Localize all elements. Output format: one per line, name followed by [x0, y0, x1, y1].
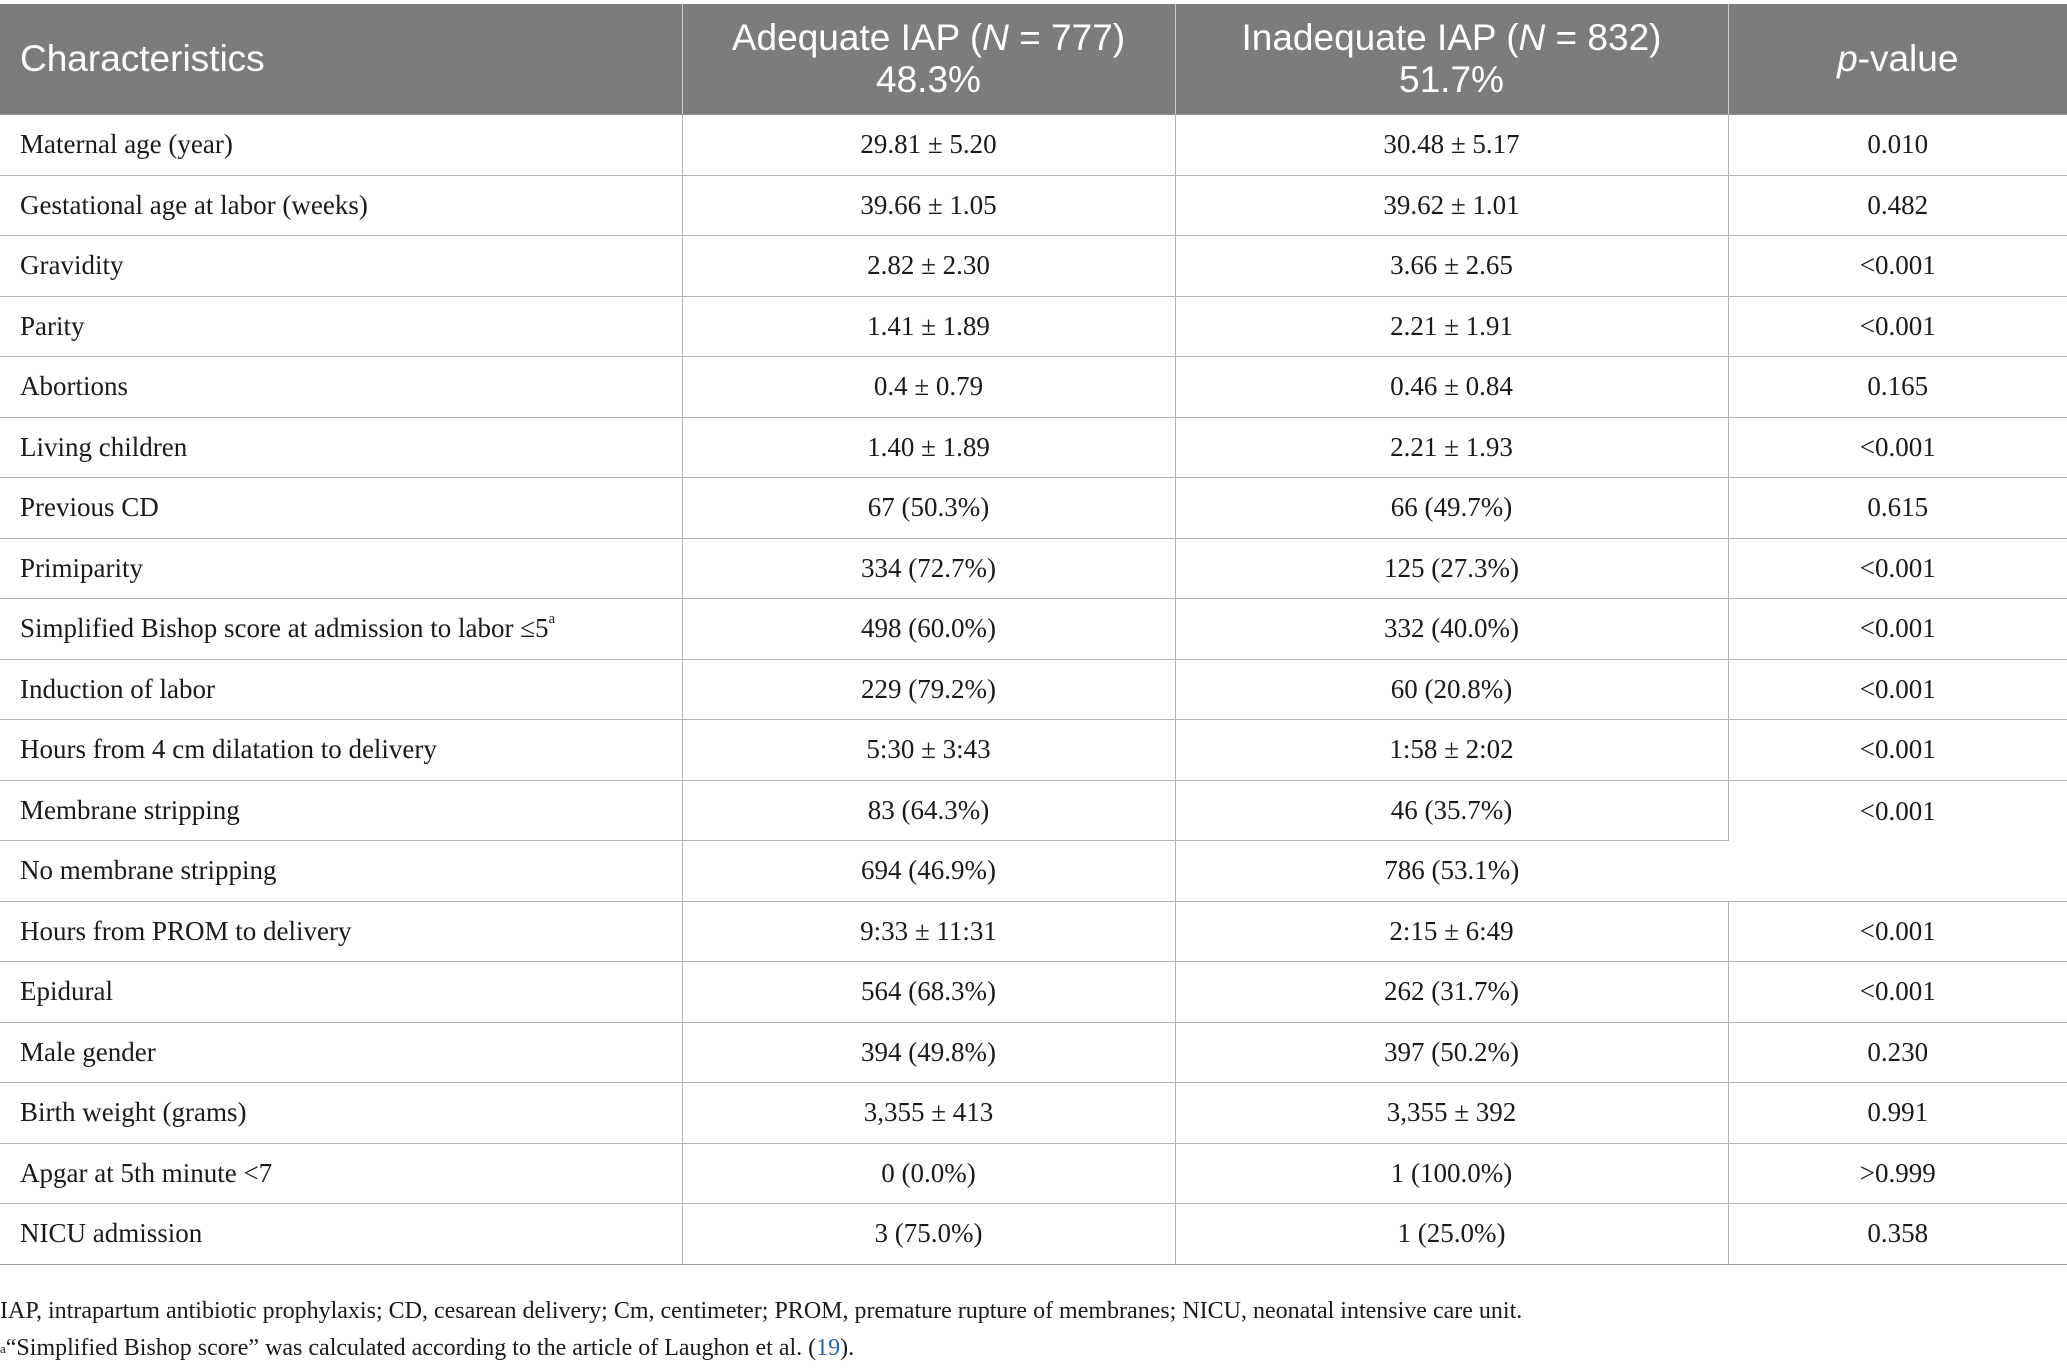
table-header [0, 4, 2067, 115]
inadequate-value: 3,355 ± 392 [1175, 1083, 1728, 1144]
header-characteristics: Characteristics [0, 4, 682, 115]
row-label: Apgar at 5th minute <7 [0, 1143, 682, 1204]
adequate-value: 39.66 ± 1.05 [682, 175, 1175, 236]
row-label: NICU admission [0, 1204, 682, 1265]
table-row [0, 1143, 2067, 1204]
p-value: >0.999 [1728, 1143, 2067, 1204]
table-row [0, 1083, 2067, 1144]
table-row [0, 962, 2067, 1023]
p-value: 0.482 [1728, 175, 2067, 236]
row-label: Hours from PROM to delivery [0, 901, 682, 962]
row-label: Previous CD [0, 478, 682, 539]
table-row [0, 478, 2067, 539]
p-value: 0.358 [1728, 1204, 2067, 1265]
adequate-value: 0.4 ± 0.79 [682, 357, 1175, 418]
table-row [0, 720, 2067, 781]
header-inadequate-n-var: N [1518, 17, 1546, 58]
row-label: Birth weight (grams) [0, 1083, 682, 1144]
inadequate-value: 1 (25.0%) [1175, 1204, 1728, 1265]
p-value: <0.001 [1728, 236, 2067, 297]
p-value: <0.001 [1728, 538, 2067, 599]
header-adequate-iap [682, 4, 1175, 115]
table-row [0, 357, 2067, 418]
row-label: Membrane stripping [0, 780, 682, 841]
row-label: No membrane stripping [0, 841, 682, 902]
table-footnotes [0, 1293, 2067, 1367]
table-row [0, 236, 2067, 297]
adequate-value: 3 (75.0%) [682, 1204, 1175, 1265]
inadequate-value: 262 (31.7%) [1175, 962, 1728, 1023]
adequate-value: 1.41 ± 1.89 [682, 296, 1175, 357]
header-adequate-n-var: N [982, 17, 1009, 58]
header-inadequate-pct: 51.7% [1399, 59, 1504, 100]
row-label: Living children [0, 417, 682, 478]
inadequate-value: 46 (35.7%) [1175, 780, 1728, 841]
table-row [0, 417, 2067, 478]
header-adequate-prefix: Adequate IAP ( [731, 17, 983, 58]
inadequate-value: 786 (53.1%) [1175, 841, 1728, 902]
inadequate-value: 0.46 ± 0.84 [1175, 357, 1728, 418]
header-adequate-n-value: = 777) [1008, 17, 1126, 58]
p-value: <0.001 [1728, 296, 2067, 357]
row-label-with-footnote [0, 599, 682, 660]
inadequate-value: 397 (50.2%) [1175, 1022, 1728, 1083]
table-row [0, 780, 2067, 841]
header-row [0, 4, 2067, 115]
table-row [0, 175, 2067, 236]
table-row [0, 115, 2067, 176]
adequate-value: 1.40 ± 1.89 [682, 417, 1175, 478]
header-inadequate-iap [1175, 4, 1728, 115]
footnote-marker: a [0, 1341, 6, 1356]
p-value: <0.001 [1728, 901, 2067, 962]
p-value: <0.001 [1728, 962, 2067, 1023]
inadequate-value: 1:58 ± 2:02 [1175, 720, 1728, 781]
row-label: Induction of labor [0, 659, 682, 720]
abbreviations-note: IAP, intrapartum antibiotic prophylaxis; CD, cesarean delivery; Cm, centimeter; PROM, premature rupture of membranes; NICU, neonatal intensive care unit. [0, 1298, 1523, 1324]
row-label: Hours from 4 cm dilatation to delivery [0, 720, 682, 781]
p-value: <0.001 [1728, 417, 2067, 478]
inadequate-value: 3.66 ± 2.65 [1175, 236, 1728, 297]
adequate-value: 229 (79.2%) [682, 659, 1175, 720]
table-body [0, 115, 2067, 1265]
header-pvalue-suffix: -value [1857, 38, 1959, 79]
header-adequate-pct: 48.3% [876, 59, 981, 100]
header-pvalue [1728, 4, 2067, 115]
inadequate-value: 60 (20.8%) [1175, 659, 1728, 720]
inadequate-value: 2.21 ± 1.93 [1175, 417, 1728, 478]
row-label: Primiparity [0, 538, 682, 599]
adequate-value: 29.81 ± 5.20 [682, 115, 1175, 176]
adequate-value: 564 (68.3%) [682, 962, 1175, 1023]
row-label: Abortions [0, 357, 682, 418]
adequate-value: 9:33 ± 11:31 [682, 901, 1175, 962]
inadequate-value: 2.21 ± 1.91 [1175, 296, 1728, 357]
adequate-value: 334 (72.7%) [682, 538, 1175, 599]
adequate-value: 67 (50.3%) [682, 478, 1175, 539]
p-value: <0.001 [1728, 720, 2067, 781]
adequate-value: 694 (46.9%) [682, 841, 1175, 902]
table-row [0, 1204, 2067, 1265]
table-row [0, 538, 2067, 599]
header-adequate-line1 [683, 17, 1175, 59]
characteristics-table [0, 4, 2067, 1265]
inadequate-value: 1 (100.0%) [1175, 1143, 1728, 1204]
characteristics-table-container [0, 4, 2067, 1265]
table-row [0, 599, 2067, 660]
p-value: <0.001 [1728, 599, 2067, 660]
p-value: 0.615 [1728, 478, 2067, 539]
adequate-value: 83 (64.3%) [682, 780, 1175, 841]
footnote-marker: a [548, 611, 556, 628]
row-label: Maternal age (year) [0, 115, 682, 176]
bishop-score-note [0, 1330, 2067, 1367]
row-label: Gestational age at labor (weeks) [0, 175, 682, 236]
table-row [0, 296, 2067, 357]
row-label: Simplified Bishop score at admission to labor ≤5 [20, 613, 549, 644]
inadequate-value: 125 (27.3%) [1175, 538, 1728, 599]
p-value: <0.001 [1728, 659, 2067, 720]
row-label: Male gender [0, 1022, 682, 1083]
adequate-value: 498 (60.0%) [682, 599, 1175, 660]
p-value: 0.991 [1728, 1083, 2067, 1144]
adequate-value: 3,355 ± 413 [682, 1083, 1175, 1144]
inadequate-value: 30.48 ± 5.17 [1175, 115, 1728, 176]
table-row [0, 901, 2067, 962]
row-label: Parity [0, 296, 682, 357]
inadequate-value: 332 (40.0%) [1175, 599, 1728, 660]
row-label: Epidural [0, 962, 682, 1023]
header-inadequate-n-value: = 832) [1545, 17, 1662, 58]
inadequate-value: 39.62 ± 1.01 [1175, 175, 1728, 236]
header-pvalue-var: p [1837, 38, 1858, 79]
p-value: 0.165 [1728, 357, 2067, 418]
p-value-merged: <0.001 [1728, 780, 2067, 901]
p-value: 0.230 [1728, 1022, 2067, 1083]
adequate-value: 0 (0.0%) [682, 1143, 1175, 1204]
p-value: 0.010 [1728, 115, 2067, 176]
header-inadequate-line1 [1176, 17, 1728, 59]
adequate-value: 394 (49.8%) [682, 1022, 1175, 1083]
bishop-note-end: ). [840, 1335, 855, 1361]
inadequate-value: 66 (49.7%) [1175, 478, 1728, 539]
adequate-value: 2.82 ± 2.30 [682, 236, 1175, 297]
table-row [0, 1022, 2067, 1083]
row-label: Gravidity [0, 236, 682, 297]
adequate-value: 5:30 ± 3:43 [682, 720, 1175, 781]
inadequate-value: 2:15 ± 6:49 [1175, 901, 1728, 962]
table-row [0, 659, 2067, 720]
header-inadequate-prefix: Inadequate IAP ( [1241, 17, 1519, 58]
reference-link[interactable]: 19 [816, 1335, 841, 1361]
bishop-note-text: “Simplified Bishop score” was calculated according to the article of Laughon et al. ( [5, 1335, 817, 1361]
